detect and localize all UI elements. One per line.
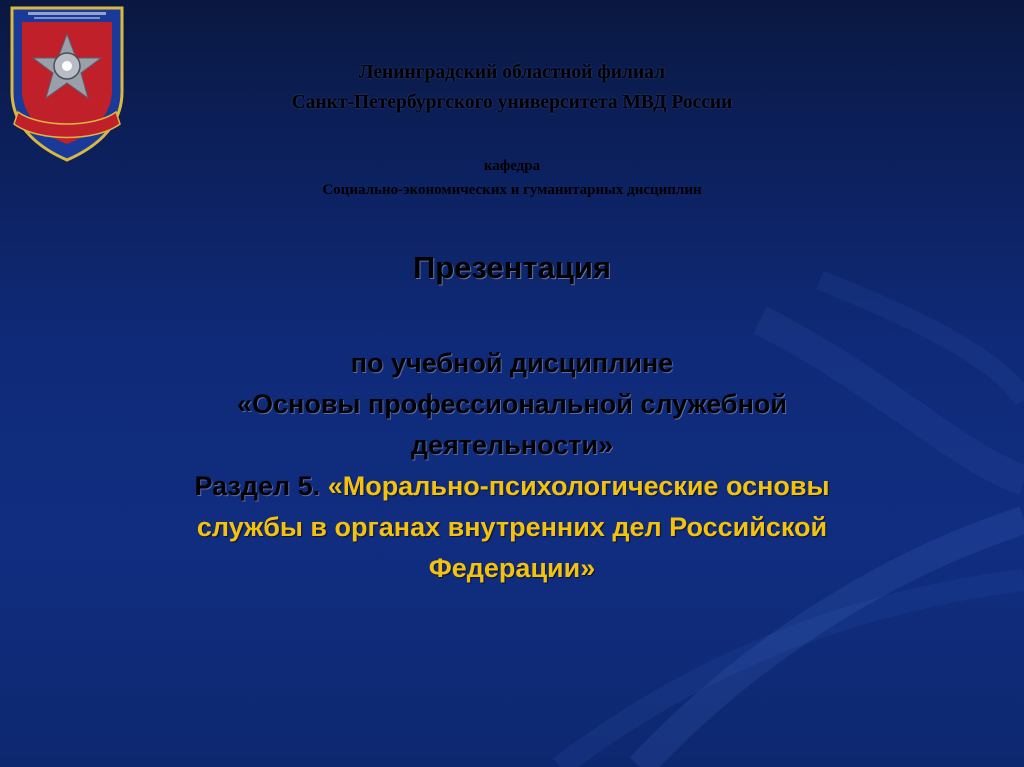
section-title-part-3: Федерации» [428, 553, 596, 583]
presentation-title: Презентация [412, 250, 612, 285]
subject-line-3: деятельности» [410, 430, 614, 460]
subject-line-1: по учебной дисциплине [350, 348, 674, 378]
department-name: Социально-экономических и гуманитарных дисциплин [322, 182, 702, 198]
university-emblem-icon [0, 0, 134, 168]
section-line-1 [60, 466, 964, 507]
header [140, 58, 884, 118]
department-label: кафедра [483, 158, 541, 174]
subject-block [60, 343, 964, 589]
section-title-part-2: службы в органах внутренних дел Российской [196, 512, 828, 542]
section-prefix: Раздел 5. [194, 471, 328, 501]
header-line-2: Санкт-Петербургского университета МВД России [291, 92, 733, 113]
section-title-part-1: «Морально-психологические основы [327, 471, 830, 501]
department [140, 154, 884, 202]
header-line-1: Ленинградский областной филиал [358, 62, 666, 83]
subject-line-2: «Основы профессиональной служебной [237, 389, 787, 419]
